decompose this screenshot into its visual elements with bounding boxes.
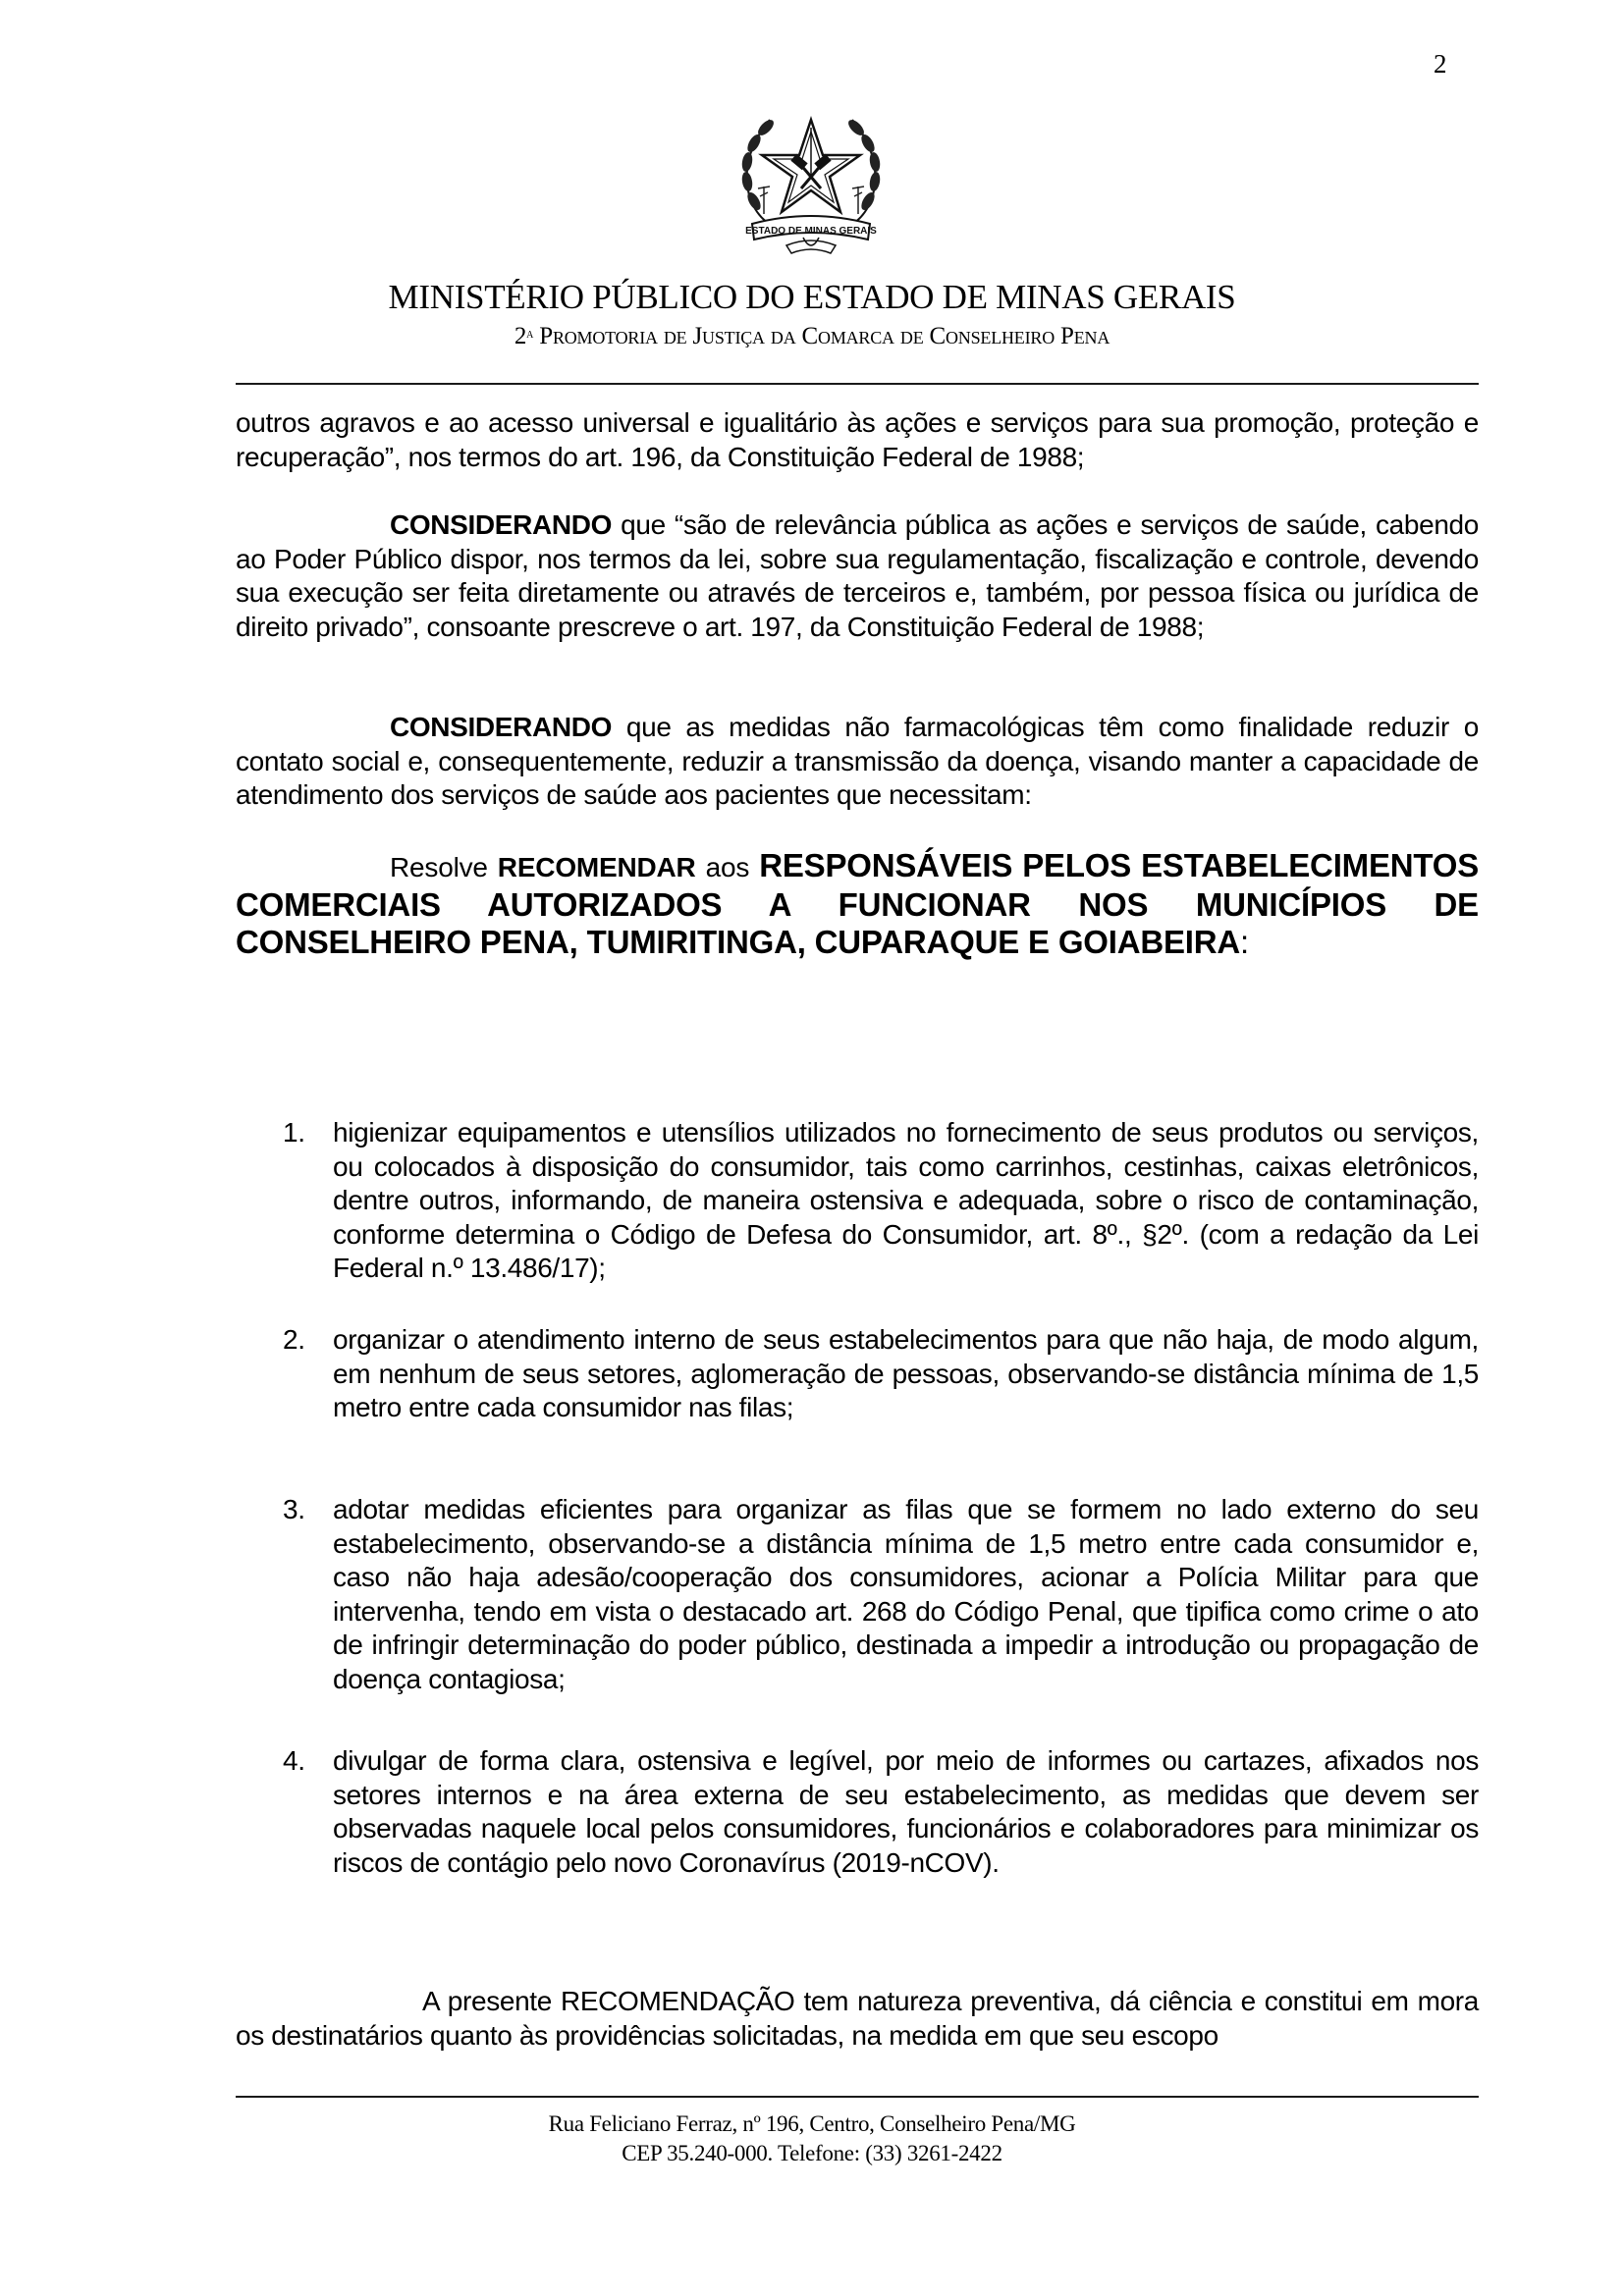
paragraph-continuation — [236, 406, 1479, 474]
list-item — [283, 1116, 1479, 1286]
list-item-number: 2. — [283, 1324, 305, 1355]
list-item-text: higienizar equipamentos e utensílios utilizados no fornecimento de seus produtos ou serviços, ou colocados à disposição do consumidor, tais como carrinhos, cestinhas, caixas eletrônicos, dentre outros, informando, de maneira ostensiva e adequada, sobre o risco de contaminação, conforme determina o Código de Defesa do Consumidor, art. 8º., §2º. (com a redação da Lei Federal n.º 13.486/17); — [333, 1117, 1479, 1283]
footer-divider — [236, 2096, 1479, 2098]
paragraph-text: que “são de relevância pública as ações e serviços de saúde, cabendo ao Poder Público dispor, nos termos da lei, sobre sua regulamentação, fiscalização e controle, devendo sua execução ser feita diretamente ou através de terceiros e, também, por pessoa física ou jurídica de direito privado”, consoante prescreve o art. 197, da Constituição Federal de 1988; — [236, 509, 1479, 642]
minas-gerais-coat-of-arms-icon — [732, 98, 890, 260]
list-item-text: adotar medidas eficientes para organizar as filas que se formem no lado externo do seu estabelecimento, observando-se a distância mínima de 1,5 metro entre cada consumidor e, caso não haja adesão/cooperação dos consumidores, acionar a Polícia Militar para que intervenha, tendo em vista o destacado art. 268 do Código Penal, que tipifica como crime o ato de infringir determinação do poder público, destinada a impedir a introdução ou propagação de doença contagiosa; — [333, 1494, 1479, 1694]
resolve-label: Resolve — [390, 852, 488, 882]
colon: : — [1240, 924, 1250, 960]
institution-title: MINISTÉRIO PÚBLICO DO ESTADO DE MINAS GERAIS — [388, 278, 1236, 316]
crest-ribbon-text: ESTADO DE MINAS GERAIS — [745, 226, 877, 237]
institution-subtitle — [0, 322, 1624, 351]
subtitle-ordinal: 2 — [514, 323, 527, 349]
list-item — [283, 1744, 1479, 1880]
footer-contact: CEP 35.240-000. Telefone: (33) 3261-2422 — [622, 2141, 1002, 2165]
list-item-number: 1. — [283, 1117, 305, 1148]
recomendar-label: RECOMENDAR — [497, 852, 696, 882]
considerando-lead: CONSIDERANDO — [390, 712, 613, 742]
subtitle-text: Promotoria de Justiça da Comarca de Conselheiro Pena — [539, 323, 1110, 349]
paragraph-text: A presente RECOMENDAÇÃO tem natureza preventiva, dá ciência e constitui em mora os destinatários quanto às providências solicitadas, na medida em que seu escopo — [236, 1986, 1479, 2051]
list-item-text: divulgar de forma clara, ostensiva e legível, por meio de informes ou cartazes, afixados nos setores internos e na área externa de seu estabelecimento, as medidas que devem ser observadas naquele local pelos consumidores, funcionários e colaboradores para minimizar os riscos de contágio pelo novo Coronavírus (2019-nCOV). — [333, 1745, 1479, 1878]
list-item-text: organizar o atendimento interno de seus estabelecimentos para que não haja, de modo algum, em nenhum de seus setores, aglomeração de pessoas, observando-se distância mínima de 1,5 metro entre cada consumidor nas filas; — [333, 1324, 1479, 1422]
aos-label: aos — [705, 852, 750, 882]
page-number: 2 — [1434, 49, 1447, 79]
paragraph-considerando-2 — [236, 711, 1479, 813]
list-item-number: 3. — [283, 1494, 305, 1524]
considerando-lead: CONSIDERANDO — [390, 509, 613, 540]
paragraph-considerando-1 — [236, 508, 1479, 644]
list-item — [283, 1323, 1479, 1425]
paragraph-closing — [236, 1985, 1479, 2053]
subtitle-ordinal-suffix: a — [526, 327, 534, 342]
paragraph-text: que as medidas não farmacológicas têm como finalidade reduzir o contato social e, consequentemente, reduzir a transmissão da doença, visando manter a capacidade de atendimento dos serviços de saúde aos pacientes que necessitam: — [236, 712, 1479, 810]
addressees: RESPONSÁVEIS PELOS ESTABELECIMENTOS COMERCIAIS AUTORIZADOS A FUNCIONAR NOS MUNICÍPIOS DE CONSELHEIRO PENA, TUMIRITINGA, CUPARAQUE E GOIABEIRA — [236, 847, 1480, 960]
paragraph-resolve — [236, 847, 1479, 961]
list-item-number: 4. — [283, 1745, 305, 1776]
footer-address: Rua Feliciano Ferraz, nº 196, Centro, Conselheiro Pena/MG — [548, 2111, 1076, 2136]
list-item — [283, 1493, 1479, 1696]
paragraph-text: outros agravos e ao acesso universal e igualitário às ações e serviços para sua promoção, proteção e recuperação”, nos termos do art. 196, da Constituição Federal de 1988; — [236, 407, 1479, 472]
header-divider — [236, 383, 1479, 385]
